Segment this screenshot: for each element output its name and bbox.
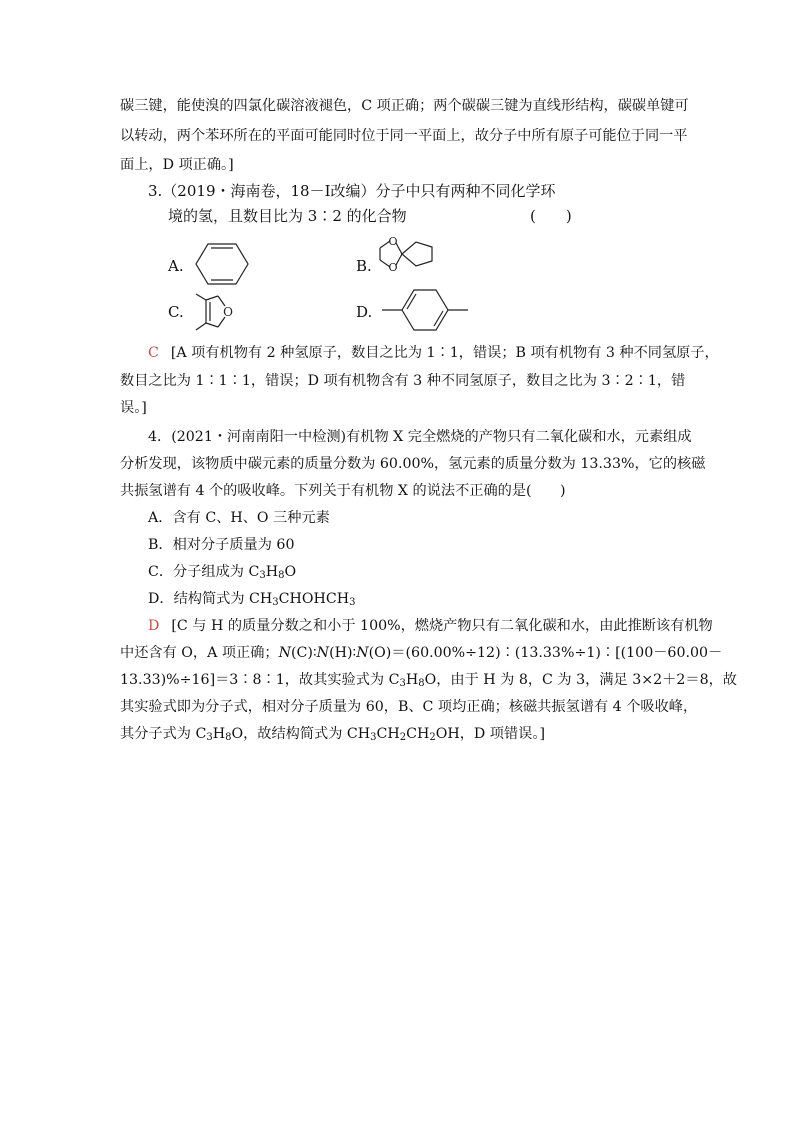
q4-explanation-line-5: 其分子式为 $C_3H_8O$，故结构简式为 $CH_3CH_2CH_2OH$，D 项错误。] (120, 726, 545, 743)
q3-answer-paren: ( ) (530, 207, 572, 225)
cyclohexadiene-ring (402, 290, 448, 330)
double-bond-lower-right (434, 311, 443, 326)
q3-option-a-label: A. (168, 257, 184, 275)
ring-bond-bottom (206, 323, 218, 327)
q3-explanation-line-3: 误。] (120, 400, 147, 416)
q3-option-d-structure (380, 288, 470, 332)
methyl-bond-bottom (196, 323, 206, 330)
q3-option-b-structure (374, 230, 444, 278)
q3-option-b-label: B. (356, 257, 372, 275)
prev-explanation-line-2: 以转动，两个苯环所在的平面可能同时位于同一平面上，故分子中所有原子可能位于同一平 (120, 128, 688, 144)
ring-atom-o-top: O (388, 235, 398, 248)
q4-option-c: C．分子组成为 $C_3H_8O$ (148, 564, 297, 581)
q3-option-c-structure (192, 290, 242, 334)
ring-bond-top (206, 296, 218, 300)
q3-stem-line-2: 境的氢，且数目比为 3∶2 的化合物 (168, 207, 407, 225)
q4-option-d: D．结构简式为 $CH_3CHOHCH_3$ (148, 591, 356, 608)
ring-atom-o-bottom: O (388, 261, 398, 274)
double-bond-upper-left (407, 294, 416, 309)
q4-stem-line-1: 4．(2021・河南南阳一中检测)有机物 X 完全燃烧的产物只有二氧化碳和水，元素组成 (148, 429, 692, 445)
prev-explanation-line-1: 碳三键，能使溴的四氯化碳溶液褪色，C 项正确；两个碳碳三键为直线形结构，碳碳单键可 (120, 98, 689, 114)
q4-stem-line-2: 分析发现，该物质中碳元素的质量分数为 60.00%，氢元素的质量分数为 13.33%，它的核磁 (120, 456, 706, 472)
methyl-bond-top (196, 294, 206, 300)
cyclohexadiene-ring (196, 244, 248, 284)
q4-stem-line-3: 共振氢谱有 4 个的吸收峰。下列关于有机物 X 的说法不正确的是( ) (120, 483, 566, 499)
q4-explanation-line-4: 其实验式即为分子式，相对分子质量为 60，B、C 项均正确；核磁共振氢谱有 4 个吸收峰， (120, 699, 698, 715)
q3-option-a-structure (194, 242, 250, 286)
q3-explanation-line-2: 数目之比为 1∶1∶1，错误；D 项有机物含有 3 种不同氢原子，数目之比为 3∶2∶1，错 (120, 373, 686, 389)
q4-explanation-line-2: 中还含有 O，A 项正确；N(C)∶N(H)∶N(O)＝(60.00%÷12)∶(13.33%÷1)∶[(100－60.00－ (120, 645, 723, 661)
q3-option-c-label: C. (168, 303, 184, 321)
q4-explanation-line-1: D [C 与 H 的质量分数之和小于 100%，燃烧产物只有二氧化碳和水，由此推断该有机物 (148, 618, 713, 634)
q3-option-d-label: D. (356, 303, 373, 321)
q4-explanation-line-3: 13.33)%÷16]＝3∶8∶1，故其实验式为 $C_3H_8O$，由于 H 为 8，C 为 3，满足 3×2＋2＝8，故 (120, 672, 737, 689)
prev-explanation-line-3: 面上，D 项正确。] (120, 157, 234, 173)
cyclopentane-ring (402, 242, 432, 266)
q4-option-a: A．含有 C、H、O 三种元素 (148, 510, 330, 526)
q3-answer-letter: C (148, 345, 159, 361)
q3-explanation-line-1: C [A 项有机物有 2 种氢原子，数目之比为 1∶1，错误；B 项有机物有 3 种不同氢原子， (148, 345, 719, 361)
q4-answer-letter: D (148, 618, 160, 634)
q3-stem-line-1: 3.（2019・海南卷，18－Ⅰ改编）分子中只有两种不同化学环 (148, 182, 556, 200)
q4-option-b: B．相对分子质量为 60 (148, 537, 295, 553)
ring-atom-o: O (223, 305, 233, 319)
